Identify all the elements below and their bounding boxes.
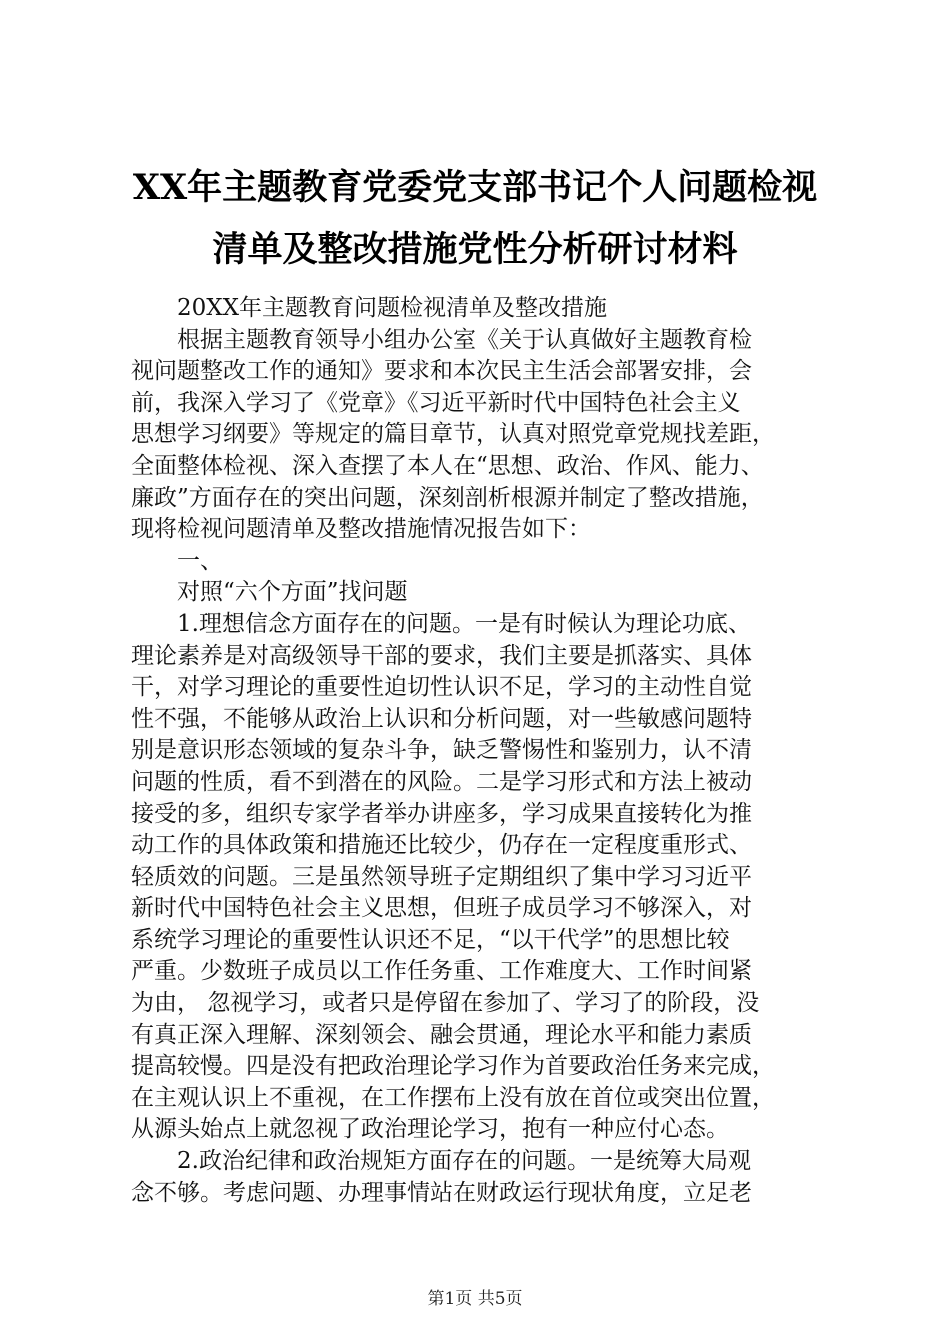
- body-line: 理论素养是对高级领导干部的要求，我们主要是抓落实、具体: [131, 642, 752, 669]
- body-line: 为由， 忽视学习，或者只是停留在参加了、学习了的阶段，没: [131, 990, 760, 1017]
- document-title-line-2: 清单及整改措施党性分析研讨材料: [212, 229, 738, 270]
- body-line: 干，对学习理论的重要性迫切性认识不足，学习的主动性自觉: [131, 674, 752, 701]
- body-line: 现将检视问题清单及整改措施情况报告如下：: [131, 516, 591, 543]
- body-line: 廉政”方面存在的突出问题，深刻剖析根源并制定了整改措施，: [131, 484, 764, 511]
- body-line: 系统学习理论的重要性认识还不足，“以干代学”的思想比较: [131, 926, 730, 953]
- page-footer: 第1页 共5页: [427, 1289, 523, 1309]
- body-line: 性不强，不能够从政治上认识和分析问题，对一些敏感问题特: [131, 705, 752, 732]
- document-body: [131, 293, 831, 1209]
- body-line: 轻质效的问题。三是虽然领导班子定期组织了集中学习习近平: [131, 863, 752, 890]
- body-line: 视问题整改工作的通知》要求和本次民主生活会部署安排，会: [131, 358, 752, 385]
- body-line: 全面整体检视、深入查摆了本人在“思想、政治、作风、能力、: [131, 452, 764, 479]
- body-line: 一、: [177, 547, 223, 574]
- body-line: 思想学习纲要》等规定的篇目章节，认真对照党章党规找差距，: [131, 421, 775, 448]
- body-line: 从源头始点上就忽视了政治理论学习，抱有一种应付心态。: [131, 1116, 729, 1143]
- body-line: 提高较慢。四是没有把政治理论学习作为首要政治任务来完成，: [131, 1053, 775, 1080]
- body-line: 严重。少数班子成员以工作任务重、工作难度大、工作时间紧: [131, 958, 752, 985]
- body-line: 20XX年主题教育问题检视清单及整改措施: [177, 295, 608, 321]
- body-line: 别是意识形态领域的复杂斗争，缺乏警惕性和鉴别力，认不清: [131, 737, 752, 764]
- body-line: 新时代中国特色社会主义思想，但班子成员学习不够深入，对: [131, 895, 752, 922]
- document-title-line-1: XX年主题教育党委党支部书记个人问题检视: [132, 167, 818, 208]
- body-line: 接受的多，组织专家学者举办讲座多，学习成果直接转化为推: [131, 800, 752, 827]
- body-line: 1.理想信念方面存在的问题。一是有时候认为理论功底、: [177, 610, 751, 637]
- body-line: 在主观认识上不重视，在工作摆布上没有放在首位或突出位置，: [131, 1084, 775, 1111]
- body-line: 有真正深入理解、深刻领会、融会贯通，理论水平和能力素质: [131, 1021, 752, 1048]
- body-line: 对照“六个方面”找问题: [177, 579, 408, 606]
- body-line: 根据主题教育领导小组办公室《关于认真做好主题教育检: [177, 326, 752, 353]
- body-line: 问题的性质，看不到潜在的风险。二是学习形式和方法上被动: [131, 768, 752, 795]
- body-line: 2.政治纪律和政治规矩方面存在的问题。一是统筹大局观: [177, 1148, 751, 1175]
- body-line: 前，我深入学习了《党章》《习近平新时代中国特色社会主义: [131, 389, 741, 416]
- body-line: 动工作的具体政策和措施还比较少，仍存在一定程度重形式、: [131, 832, 752, 859]
- body-line: 念不够。考虑问题、办理事情站在财政运行现状角度，立足老: [131, 1179, 752, 1206]
